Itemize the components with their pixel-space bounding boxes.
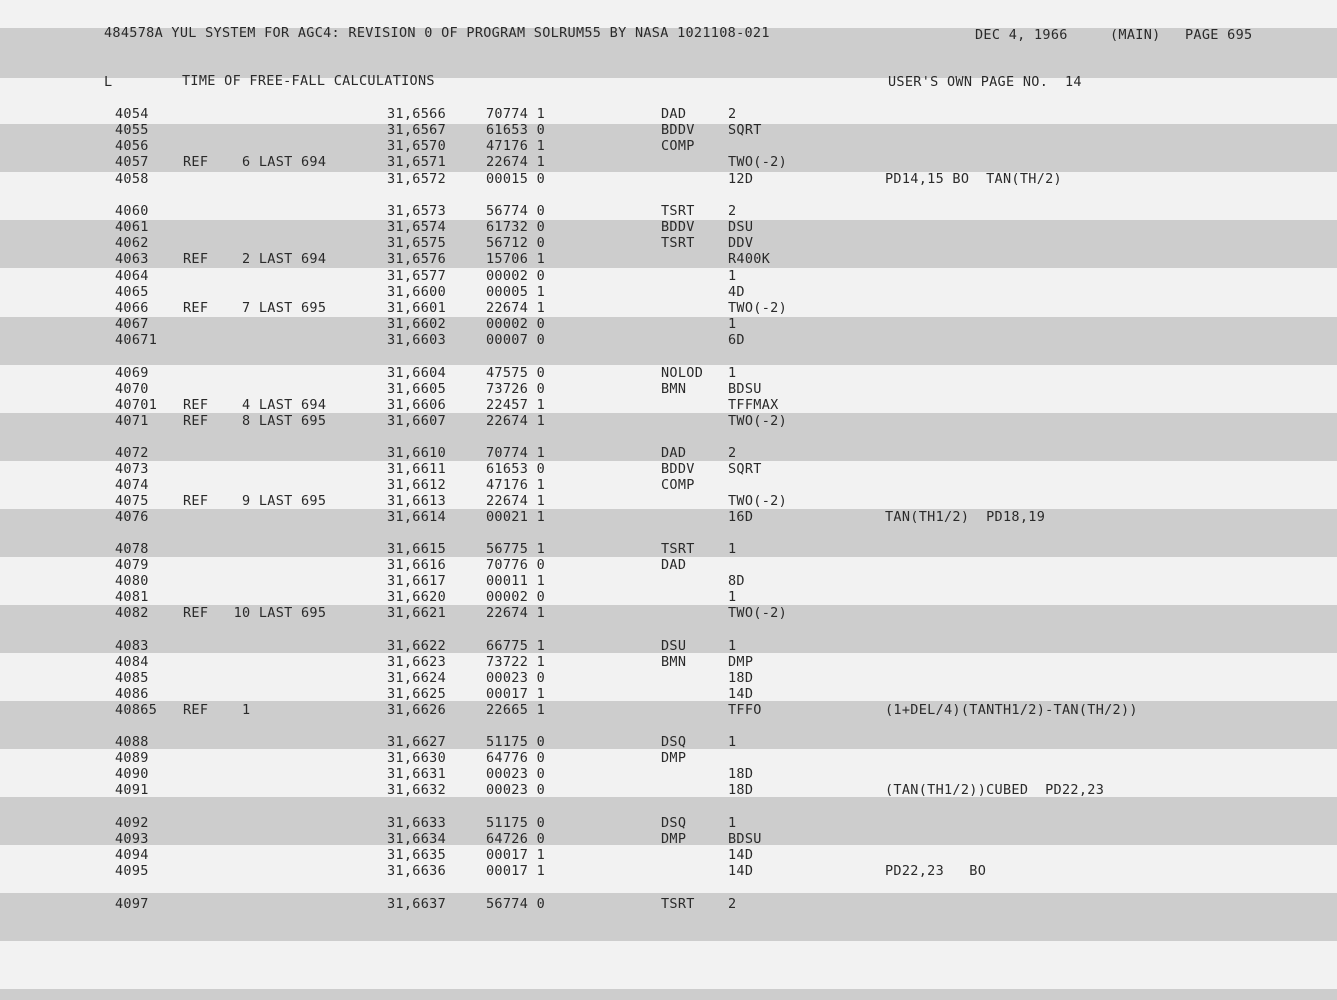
octal-code: 00017 1	[486, 686, 545, 702]
operand: BDSU	[728, 831, 762, 847]
operand: 1	[728, 365, 737, 381]
address: 31,6566	[387, 106, 446, 122]
octal-code: 00023 0	[486, 670, 545, 686]
line-number: 4056	[115, 138, 149, 154]
operand: 1	[728, 541, 737, 557]
address: 31,6615	[387, 541, 446, 557]
address: 31,6610	[387, 445, 446, 461]
address: 31,6616	[387, 557, 446, 573]
line-number: 4091	[115, 782, 149, 798]
operand: DDV	[728, 235, 754, 251]
octal-code: 56712 0	[486, 235, 545, 251]
operand: TFFMAX	[728, 397, 779, 413]
address: 31,6605	[387, 381, 446, 397]
address: 31,6611	[387, 461, 446, 477]
reference: REF 9 LAST 695	[183, 493, 327, 509]
address: 31,6633	[387, 815, 446, 831]
octal-code: 00007 0	[486, 332, 545, 348]
line-number: 40671	[115, 332, 158, 348]
opcode: TSRT	[661, 541, 695, 557]
octal-code: 00011 1	[486, 573, 545, 589]
address: 31,6617	[387, 573, 446, 589]
opcode: DMP	[661, 750, 687, 766]
line-number: 4062	[115, 235, 149, 251]
address: 31,6631	[387, 766, 446, 782]
line-number: 4095	[115, 863, 149, 879]
comment: TAN(TH1/2) PD18,19	[885, 509, 1046, 525]
opcode: DAD	[661, 445, 687, 461]
octal-code: 22457 1	[486, 397, 545, 413]
address: 31,6570	[387, 138, 446, 154]
operand: BDSU	[728, 381, 762, 397]
line-number: 4090	[115, 766, 149, 782]
line-number: 4058	[115, 171, 149, 187]
line-number: 4080	[115, 573, 149, 589]
address: 31,6577	[387, 268, 446, 284]
line-number: 4076	[115, 509, 149, 525]
operand: 1	[728, 268, 737, 284]
operand: TWO(-2)	[728, 605, 787, 621]
octal-code: 47176 1	[486, 138, 545, 154]
line-number: 4088	[115, 734, 149, 750]
operand: TFFO	[728, 702, 762, 718]
octal-code: 15706 1	[486, 251, 545, 267]
line-number: 40701	[115, 397, 158, 413]
operand: DSU	[728, 219, 754, 235]
reference: REF 6 LAST 694	[183, 154, 327, 170]
octal-code: 00002 0	[486, 268, 545, 284]
octal-code: 00021 1	[486, 509, 545, 525]
opcode: DSQ	[661, 734, 687, 750]
line-number: 4082	[115, 605, 149, 621]
address: 31,6637	[387, 896, 446, 912]
address: 31,6622	[387, 638, 446, 654]
operand: R400K	[728, 251, 771, 267]
line-number: 4054	[115, 106, 149, 122]
octal-code: 70774 1	[486, 106, 545, 122]
opcode: NOLOD	[661, 365, 704, 381]
octal-code: 56774 0	[486, 203, 545, 219]
line-number: 4070	[115, 381, 149, 397]
line-number: 4093	[115, 831, 149, 847]
opcode: TSRT	[661, 896, 695, 912]
line-number: 4055	[115, 122, 149, 138]
address: 31,6571	[387, 154, 446, 170]
line-number: 4092	[115, 815, 149, 831]
line-number: 4074	[115, 477, 149, 493]
section-title: TIME OF FREE-FALL CALCULATIONS	[182, 73, 435, 89]
octal-code: 64776 0	[486, 750, 545, 766]
line-number: 4066	[115, 300, 149, 316]
line-number: 4078	[115, 541, 149, 557]
octal-code: 22674 1	[486, 413, 545, 429]
address: 31,6624	[387, 670, 446, 686]
opcode: DAD	[661, 557, 687, 573]
address: 31,6607	[387, 413, 446, 429]
address: 31,6621	[387, 605, 446, 621]
comment: PD14,15 BO TAN(TH/2)	[885, 171, 1062, 187]
line-number: 4081	[115, 589, 149, 605]
octal-code: 56774 0	[486, 896, 545, 912]
header-tag: (MAIN)	[1110, 27, 1161, 43]
opcode: BDDV	[661, 122, 695, 138]
octal-code: 22674 1	[486, 605, 545, 621]
octal-code: 70776 0	[486, 557, 545, 573]
operand: 18D	[728, 782, 754, 798]
operand: 1	[728, 815, 737, 831]
opcode: COMP	[661, 138, 695, 154]
octal-code: 22665 1	[486, 702, 545, 718]
octal-code: 00002 0	[486, 589, 545, 605]
address: 31,6567	[387, 122, 446, 138]
line-number: 4069	[115, 365, 149, 381]
operand: DMP	[728, 654, 754, 670]
operand: 1	[728, 589, 737, 605]
header-program-line: 484578A YUL SYSTEM FOR AGC4: REVISION 0 OF PROGRAM SOLRUM55 BY NASA 1021108-021	[104, 25, 770, 41]
operand: 2	[728, 445, 737, 461]
line-number: 4060	[115, 203, 149, 219]
listing-marker: L	[104, 74, 113, 90]
opcode: DMP	[661, 831, 687, 847]
address: 31,6574	[387, 219, 446, 235]
reference: REF 1	[183, 702, 251, 718]
line-number: 4086	[115, 686, 149, 702]
line-number: 4094	[115, 847, 149, 863]
opcode: BDDV	[661, 219, 695, 235]
line-number: 4083	[115, 638, 149, 654]
address: 31,6576	[387, 251, 446, 267]
reference: REF 4 LAST 694	[183, 397, 327, 413]
octal-code: 00017 1	[486, 847, 545, 863]
octal-code: 73726 0	[486, 381, 545, 397]
address: 31,6602	[387, 316, 446, 332]
operand: SQRT	[728, 461, 762, 477]
reference: REF 8 LAST 695	[183, 413, 327, 429]
octal-code: 47575 0	[486, 365, 545, 381]
octal-code: 66775 1	[486, 638, 545, 654]
line-number: 4089	[115, 750, 149, 766]
address: 31,6627	[387, 734, 446, 750]
operand: TWO(-2)	[728, 413, 787, 429]
address: 31,6601	[387, 300, 446, 316]
line-number: 4057	[115, 154, 149, 170]
line-number: 4063	[115, 251, 149, 267]
opcode: DSU	[661, 638, 687, 654]
operand: SQRT	[728, 122, 762, 138]
line-number: 4065	[115, 284, 149, 300]
octal-code: 00002 0	[486, 316, 545, 332]
operand: 18D	[728, 670, 754, 686]
opcode: TSRT	[661, 203, 695, 219]
octal-code: 00015 0	[486, 171, 545, 187]
operand: 1	[728, 734, 737, 750]
octal-code: 22674 1	[486, 493, 545, 509]
octal-code: 22674 1	[486, 154, 545, 170]
opcode: DSQ	[661, 815, 687, 831]
opcode: TSRT	[661, 235, 695, 251]
reference: REF 7 LAST 695	[183, 300, 327, 316]
header-date: DEC 4, 1966	[975, 27, 1068, 43]
operand: 14D	[728, 863, 754, 879]
octal-code: 00017 1	[486, 863, 545, 879]
address: 31,6603	[387, 332, 446, 348]
header-page-number: PAGE 695	[1185, 27, 1253, 43]
address: 31,6604	[387, 365, 446, 381]
octal-code: 22674 1	[486, 300, 545, 316]
address: 31,6623	[387, 654, 446, 670]
opcode: BMN	[661, 381, 687, 397]
operand: 8D	[728, 573, 745, 589]
line-number: 4061	[115, 219, 149, 235]
operand: 2	[728, 203, 737, 219]
address: 31,6613	[387, 493, 446, 509]
opcode: BMN	[661, 654, 687, 670]
operand: 2	[728, 106, 737, 122]
octal-code: 00023 0	[486, 782, 545, 798]
line-number: 4064	[115, 268, 149, 284]
operand: 6D	[728, 332, 745, 348]
address: 31,6625	[387, 686, 446, 702]
octal-code: 00023 0	[486, 766, 545, 782]
address: 31,6635	[387, 847, 446, 863]
octal-code: 51175 0	[486, 734, 545, 750]
comment: PD22,23 BO	[885, 863, 987, 879]
octal-code: 61653 0	[486, 461, 545, 477]
line-number: 4079	[115, 557, 149, 573]
octal-code: 51175 0	[486, 815, 545, 831]
address: 31,6634	[387, 831, 446, 847]
octal-code: 61732 0	[486, 219, 545, 235]
comment: (TAN(TH1/2))CUBED PD22,23	[885, 782, 1105, 798]
operand: 1	[728, 638, 737, 654]
address: 31,6632	[387, 782, 446, 798]
operand: 18D	[728, 766, 754, 782]
operand: 2	[728, 896, 737, 912]
address: 31,6636	[387, 863, 446, 879]
opcode: DAD	[661, 106, 687, 122]
operand: TWO(-2)	[728, 154, 787, 170]
line-number: 4071	[115, 413, 149, 429]
operand: 14D	[728, 847, 754, 863]
operand: TWO(-2)	[728, 300, 787, 316]
address: 31,6626	[387, 702, 446, 718]
user-page-number: USER'S OWN PAGE NO. 14	[888, 74, 1082, 90]
address: 31,6600	[387, 284, 446, 300]
line-number: 40865	[115, 702, 158, 718]
address: 31,6614	[387, 509, 446, 525]
operand: 14D	[728, 686, 754, 702]
line-number: 4084	[115, 654, 149, 670]
operand: 4D	[728, 284, 745, 300]
operand: 16D	[728, 509, 754, 525]
line-number: 4072	[115, 445, 149, 461]
opcode: COMP	[661, 477, 695, 493]
address: 31,6630	[387, 750, 446, 766]
operand: 1	[728, 316, 737, 332]
line-number: 4067	[115, 316, 149, 332]
address: 31,6575	[387, 235, 446, 251]
octal-code: 56775 1	[486, 541, 545, 557]
octal-code: 00005 1	[486, 284, 545, 300]
octal-code: 73722 1	[486, 654, 545, 670]
line-number: 4075	[115, 493, 149, 509]
comment: (1+DEL/4)(TANTH1/2)-TAN(TH/2))	[885, 702, 1138, 718]
opcode: BDDV	[661, 461, 695, 477]
reference: REF 2 LAST 694	[183, 251, 327, 267]
address: 31,6573	[387, 203, 446, 219]
operand: TWO(-2)	[728, 493, 787, 509]
line-number: 4073	[115, 461, 149, 477]
octal-code: 47176 1	[486, 477, 545, 493]
octal-code: 70774 1	[486, 445, 545, 461]
address: 31,6620	[387, 589, 446, 605]
address: 31,6612	[387, 477, 446, 493]
octal-code: 64726 0	[486, 831, 545, 847]
address: 31,6606	[387, 397, 446, 413]
address: 31,6572	[387, 171, 446, 187]
line-number: 4085	[115, 670, 149, 686]
operand: 12D	[728, 171, 754, 187]
reference: REF 10 LAST 695	[183, 605, 327, 621]
line-number: 4097	[115, 896, 149, 912]
octal-code: 61653 0	[486, 122, 545, 138]
